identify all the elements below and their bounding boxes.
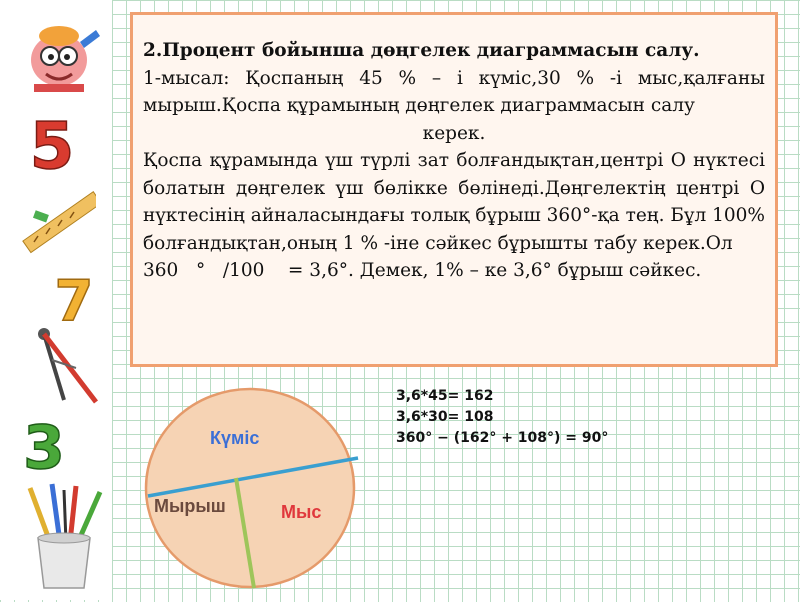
number-three-icon <box>16 412 72 476</box>
svg-text:3: 3 <box>23 413 65 476</box>
compass-icon <box>24 320 106 412</box>
task-statement-end: керек. <box>422 122 486 144</box>
silver-sector-label: Күміс <box>210 428 260 448</box>
pencil-cup-icon <box>20 482 108 592</box>
svg-text:7: 7 <box>54 269 94 328</box>
number-five-icon <box>22 110 82 180</box>
calc-line-zinc: 360° − (162° + 108°) = 90° <box>396 430 609 446</box>
number-seven-icon <box>48 268 100 328</box>
svg-text:5: 5 <box>29 110 75 180</box>
calculation-block <box>396 386 608 449</box>
zinc-sector-label: Мырыш <box>154 496 226 516</box>
cartoon-character-icon <box>14 12 104 94</box>
task-statement: 1-мысал: Қоспаның 45 % – і күміс,30 % -і мыс,қалғаны мырыш.Қоспа құрамының дөңгелек диаграммасын салу <box>143 67 765 116</box>
task-text-box <box>130 12 778 367</box>
explanation-paragraph: Қоспа құрамында үш түрлі зат болғандықтан,центрі О нүктесі болатын дөңгелек үш бөлікке бөлінеді.Дөңгелектің центрі О нүктесінің айналасындағы толық бұрыш 360°-қа тең. Бұл 100% болғандықтан,оның 1 % -іне сәйкес бұрышты табу керек.Ол <box>143 150 765 254</box>
calc-line-copper: 3,6*30= 108 <box>396 409 494 425</box>
ruler-icon <box>18 190 96 260</box>
calc-line-silver: 3,6*45= 162 <box>396 388 494 404</box>
task-heading: 2.Процент бойынша дөңгелек диаграммасын салу. <box>143 40 700 61</box>
formula-line: 360 ° /100 = 3,6°. Демек, 1% – ке 3,6° бұрыш сәйкес. <box>143 260 702 281</box>
pie-diagram <box>140 380 370 602</box>
copper-sector-label: Мыс <box>281 502 322 522</box>
